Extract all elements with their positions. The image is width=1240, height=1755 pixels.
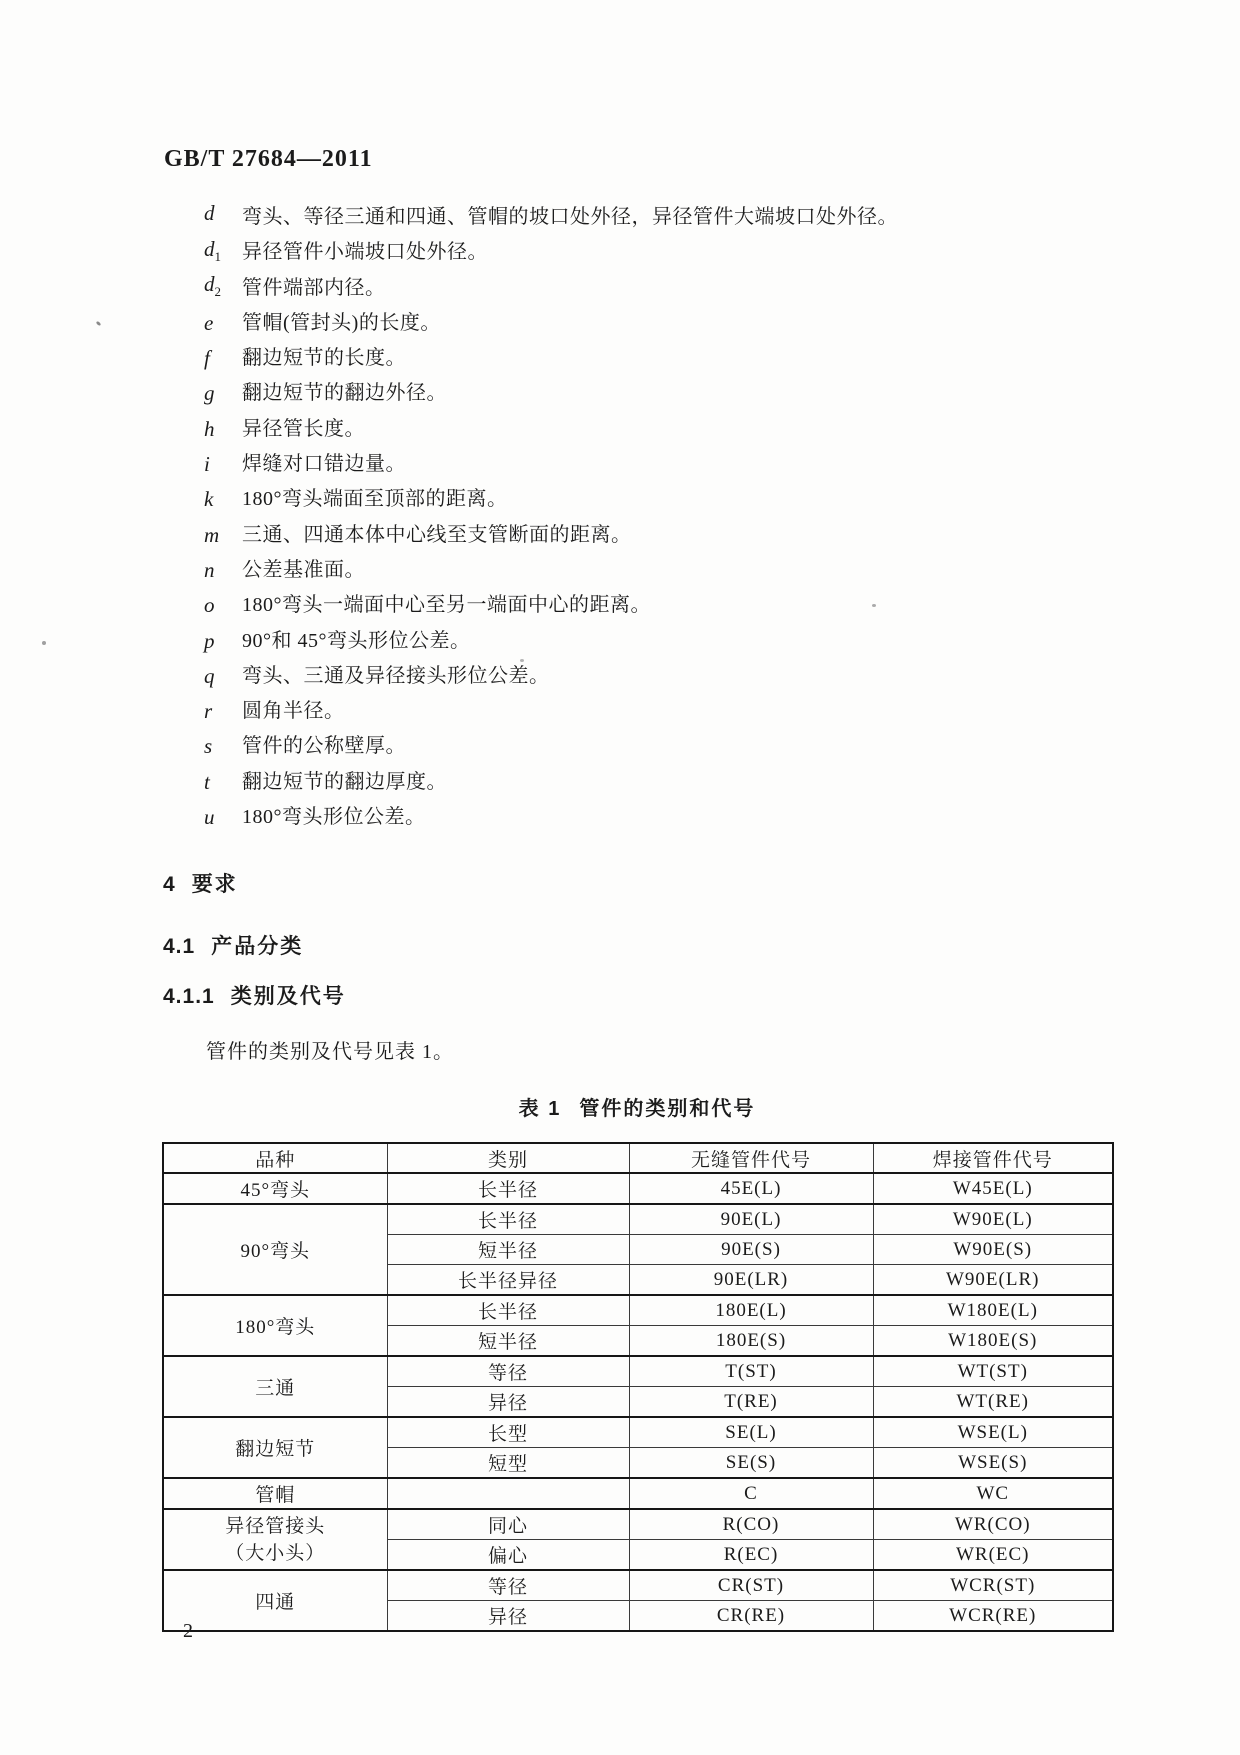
symbol-label: g — [204, 381, 215, 406]
definition-text: 管件的公称壁厚。 — [242, 735, 406, 758]
definition-item-u — [204, 800, 1064, 835]
table-caption-number: 表 1 — [518, 1098, 562, 1120]
welded-code-cell: W90E(LR) — [873, 1265, 1113, 1296]
category-cell: 长半径异径 — [387, 1265, 629, 1296]
definition-item-r — [204, 694, 1064, 729]
fittings-category-table — [162, 1142, 1114, 1632]
definition-text: 异径管件小端坡口处外径。 — [242, 241, 488, 264]
definition-item-n — [204, 553, 1064, 588]
symbol-label: i — [204, 452, 210, 477]
definition-item-p — [204, 624, 1064, 659]
symbol-label: p — [204, 628, 215, 653]
category-cell: 长半径 — [387, 1173, 629, 1204]
seamless-code-cell: T(ST) — [629, 1356, 873, 1387]
table-row — [163, 1295, 1113, 1326]
page-number: 2 — [183, 1620, 193, 1642]
symbol-label: $d_2$ — [204, 272, 221, 300]
variety-cell: 四通 — [163, 1570, 387, 1631]
table-row — [163, 1570, 1113, 1601]
category-cell: 长型 — [387, 1417, 629, 1448]
variety-name-line2: （大小头） — [225, 1542, 326, 1564]
category-cell: 等径 — [387, 1570, 629, 1601]
definition-text: 异径管长度。 — [242, 417, 365, 440]
definition-item-h — [204, 412, 1064, 447]
category-cell: 长半径 — [387, 1295, 629, 1326]
symbol-label: k — [204, 487, 214, 512]
welded-code-cell: WCR(RE) — [873, 1601, 1113, 1632]
definition-item-f — [204, 341, 1064, 376]
symbol-label: r — [204, 699, 213, 724]
category-cell: 同心 — [387, 1509, 629, 1540]
definition-text: 管件端部内径。 — [242, 276, 386, 299]
symbol-label: o — [204, 593, 215, 618]
col-header-category: 类别 — [387, 1143, 629, 1173]
table-row — [163, 1204, 1113, 1235]
definition-item-t — [204, 765, 1064, 800]
definition-text: 公差基准面。 — [242, 558, 365, 581]
standard-number: GB/T 27684—2011 — [164, 146, 373, 172]
definition-text: 管帽(管封头)的长度。 — [242, 311, 441, 334]
definition-item-e — [204, 306, 1064, 341]
seamless-code-cell: SE(S) — [629, 1448, 873, 1479]
variety-cell: 180°弯头 — [163, 1295, 387, 1356]
col-header-variety: 品种 — [163, 1143, 387, 1173]
scan-speck — [872, 604, 876, 607]
seamless-code-cell: 90E(L) — [629, 1204, 873, 1235]
category-cell: 等径 — [387, 1356, 629, 1387]
symbol-label: u — [204, 805, 215, 830]
welded-code-cell: W90E(S) — [873, 1235, 1113, 1265]
scan-speck — [520, 659, 524, 662]
symbol-label: e — [204, 310, 214, 335]
symbol-label: m — [204, 522, 220, 547]
definition-item-k — [204, 482, 1064, 517]
definition-text: 翻边短节的翻边厚度。 — [242, 770, 447, 793]
symbol-label: s — [204, 734, 213, 759]
definition-item-d2 — [204, 271, 1064, 306]
variety-name-line1: 异径管接头 — [225, 1515, 326, 1537]
welded-code-cell: W180E(S) — [873, 1326, 1113, 1357]
category-cell: 长半径 — [387, 1204, 629, 1235]
table-row — [163, 1509, 1113, 1540]
seamless-code-cell: 45E(L) — [629, 1173, 873, 1204]
seamless-code-cell: 180E(L) — [629, 1295, 873, 1326]
definition-text: 圆角半径。 — [242, 700, 345, 723]
seamless-code-cell: 90E(LR) — [629, 1265, 873, 1296]
variety-cell: 管帽 — [163, 1478, 387, 1509]
category-cell: 短半径 — [387, 1326, 629, 1357]
seamless-code-cell: CR(RE) — [629, 1601, 873, 1632]
section-title: 要求 — [191, 873, 238, 896]
col-header-seamless-code: 无缝管件代号 — [629, 1143, 873, 1173]
welded-code-cell: WR(EC) — [873, 1540, 1113, 1571]
table-caption-text: 管件的类别和代号 — [579, 1098, 756, 1120]
category-cell: 短半径 — [387, 1235, 629, 1265]
definition-item-g — [204, 376, 1064, 411]
definition-text: 弯头、等径三通和四通、管帽的坡口处外径，异径管件大端坡口处外径。 — [242, 206, 898, 228]
symbol-label: h — [204, 416, 215, 441]
symbol-definitions-list — [204, 200, 1064, 835]
variety-cell: 三通 — [163, 1356, 387, 1417]
definition-text: 翻边短节的翻边外径。 — [242, 382, 447, 405]
category-cell: 异径 — [387, 1387, 629, 1418]
category-cell: 异径 — [387, 1601, 629, 1632]
variety-cell: 90°弯头 — [163, 1204, 387, 1295]
category-cell — [387, 1478, 629, 1509]
table-header-row — [163, 1143, 1113, 1173]
definition-text: 180°弯头形位公差。 — [242, 806, 426, 829]
section-number: 4.1 — [163, 935, 196, 958]
welded-code-cell: WR(CO) — [873, 1509, 1113, 1540]
category-cell: 偏心 — [387, 1540, 629, 1571]
symbol-label: n — [204, 557, 215, 582]
welded-code-cell: WSE(S) — [873, 1448, 1113, 1479]
table-row — [163, 1417, 1113, 1448]
section-number: 4.1.1 — [163, 985, 215, 1008]
category-cell: 短型 — [387, 1448, 629, 1479]
welded-code-cell: WT(ST) — [873, 1356, 1113, 1387]
table-row — [163, 1356, 1113, 1387]
section-title: 产品分类 — [211, 935, 304, 958]
definition-item-i — [204, 447, 1064, 482]
section-heading-4-1 — [163, 930, 303, 960]
seamless-code-cell: 180E(S) — [629, 1326, 873, 1357]
definition-text: 焊缝对口错边量。 — [242, 453, 406, 476]
welded-code-cell: W90E(L) — [873, 1204, 1113, 1235]
seamless-code-cell: CR(ST) — [629, 1570, 873, 1601]
welded-code-cell: WSE(L) — [873, 1417, 1113, 1448]
section-title: 类别及代号 — [230, 985, 346, 1008]
seamless-code-cell: R(CO) — [629, 1509, 873, 1540]
welded-code-cell: W45E(L) — [873, 1173, 1113, 1204]
definition-item-s — [204, 729, 1064, 764]
variety-cell: 45°弯头 — [163, 1173, 387, 1204]
intro-paragraph: 管件的类别及代号见表 1。 — [206, 1041, 454, 1063]
symbol-label: q — [204, 663, 215, 688]
symbol-label: $d_1$ — [204, 236, 221, 264]
definition-text: 180°弯头一端面中心至另一端面中心的距离。 — [242, 594, 651, 617]
definition-text: 90°和 45°弯头形位公差。 — [242, 629, 471, 652]
seamless-code-cell: T(RE) — [629, 1387, 873, 1418]
definition-item-m — [204, 518, 1064, 553]
definition-item-o — [204, 588, 1064, 623]
symbol-label: f — [204, 346, 210, 371]
welded-code-cell: W180E(L) — [873, 1295, 1113, 1326]
seamless-code-cell: 90E(S) — [629, 1235, 873, 1265]
definition-item-d1 — [204, 235, 1064, 270]
section-number: 4 — [163, 873, 176, 896]
scan-speck — [42, 641, 46, 645]
col-header-welded-code: 焊接管件代号 — [873, 1143, 1113, 1173]
scan-speck — [96, 321, 102, 327]
symbol-label: d — [204, 201, 215, 226]
definition-text: 翻边短节的长度。 — [242, 347, 406, 370]
section-heading-4-1-1 — [163, 980, 346, 1010]
table-row — [163, 1478, 1113, 1509]
table-row — [163, 1173, 1113, 1204]
section-heading-4 — [163, 868, 238, 898]
definition-text: 三通、四通本体中心线至支管断面的距离。 — [242, 523, 632, 546]
variety-cell — [163, 1509, 387, 1570]
table-caption — [162, 1092, 1112, 1121]
seamless-code-cell: SE(L) — [629, 1417, 873, 1448]
welded-code-cell: WCR(ST) — [873, 1570, 1113, 1601]
definition-item-q — [204, 659, 1064, 694]
welded-code-cell: WC — [873, 1478, 1113, 1509]
definition-text: 180°弯头端面至顶部的距离。 — [242, 488, 508, 511]
definition-item-d — [204, 200, 1064, 235]
symbol-label: t — [204, 769, 210, 794]
seamless-code-cell: C — [629, 1478, 873, 1509]
definition-text: 弯头、三通及异径接头形位公差。 — [242, 664, 550, 687]
seamless-code-cell: R(EC) — [629, 1540, 873, 1571]
variety-cell: 翻边短节 — [163, 1417, 387, 1478]
welded-code-cell: WT(RE) — [873, 1387, 1113, 1418]
